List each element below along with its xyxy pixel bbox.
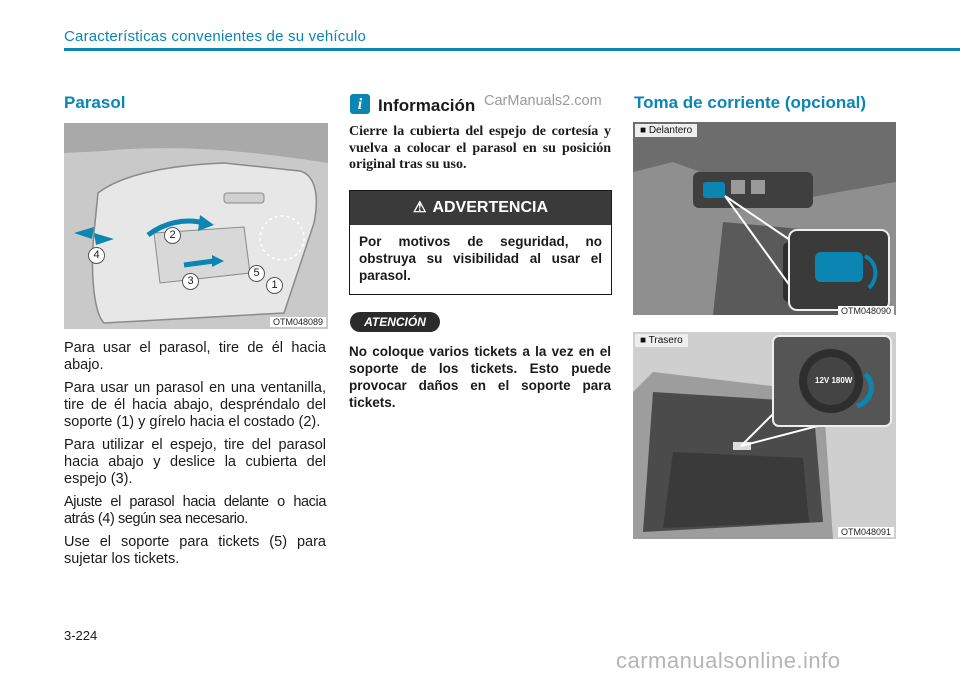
warning-box — [349, 190, 612, 295]
rear-outlet-figure — [633, 332, 896, 539]
callout-1: 1 — [266, 277, 283, 294]
parasol-title: Parasol — [64, 93, 126, 112]
power-outlet-title: Toma de corriente (opcional) — [634, 93, 867, 112]
section-title: Características convenientes de su vehículo — [64, 28, 367, 45]
front-outlet-figure — [633, 122, 896, 315]
figure-caption: OTM048091 — [838, 527, 894, 537]
callout-2: 2 — [164, 227, 181, 244]
caution-text: No coloque varios tickets a la vez en el soporte de los tickets. Esto puede provocar daños en el soporte para tickets. — [349, 344, 611, 410]
info-title: Información — [378, 96, 476, 115]
rear-cargo-illustration — [633, 332, 896, 539]
figure-caption: OTM048090 — [838, 306, 894, 315]
warning-triangle-icon: ⚠ — [412, 199, 427, 216]
paragraph: Para usar un parasol en una ventanilla, tire de él hacia abajo, despréndalo del soporte (1) y gírelo hacia el costado (2). — [64, 380, 326, 430]
watermark-bottom: carmanualsonline.info — [616, 648, 841, 673]
socket-label: 12V 180W — [815, 376, 853, 385]
sunvisor-illustration — [64, 123, 328, 329]
parasol-body — [64, 340, 326, 574]
section-divider — [64, 48, 960, 51]
front-console-illustration — [633, 122, 896, 315]
warning-title: ADVERTENCIA — [432, 199, 548, 216]
rear-label: ■ Trasero — [635, 334, 688, 347]
callout-5: 5 — [248, 265, 265, 282]
figure-caption: OTM048089 — [270, 317, 326, 327]
page-number: 3-224 — [64, 628, 98, 643]
caution-badge: ATENCIÓN — [350, 312, 440, 332]
info-text: Cierre la cubierta del espejo de cortesía y vuelva a colocar el parasol en su posición original tras su uso. — [349, 124, 611, 172]
paragraph: Para usar el parasol, tire de él hacia abajo. — [64, 340, 326, 373]
callout-3: 3 — [182, 273, 199, 290]
paragraph: Ajuste el parasol hacia delante o hacia atrás (4) según sea necesario. — [64, 494, 326, 527]
watermark-top: CarManuals2.com — [484, 93, 602, 109]
front-label: ■ Delantero — [635, 124, 697, 137]
paragraph: Use el soporte para tickets (5) para sujetar los tickets. — [64, 534, 326, 567]
callout-4: 4 — [88, 247, 105, 264]
warning-header — [350, 191, 611, 225]
sunvisor-figure — [64, 123, 328, 329]
warning-text: Por motivos de seguridad, no obstruya su visibilidad al usar el parasol. — [359, 234, 602, 283]
info-icon: i — [350, 94, 370, 114]
paragraph: Para utilizar el espejo, tire del parasol hacia abajo y deslice la cubierta del espejo (3). — [64, 437, 326, 487]
